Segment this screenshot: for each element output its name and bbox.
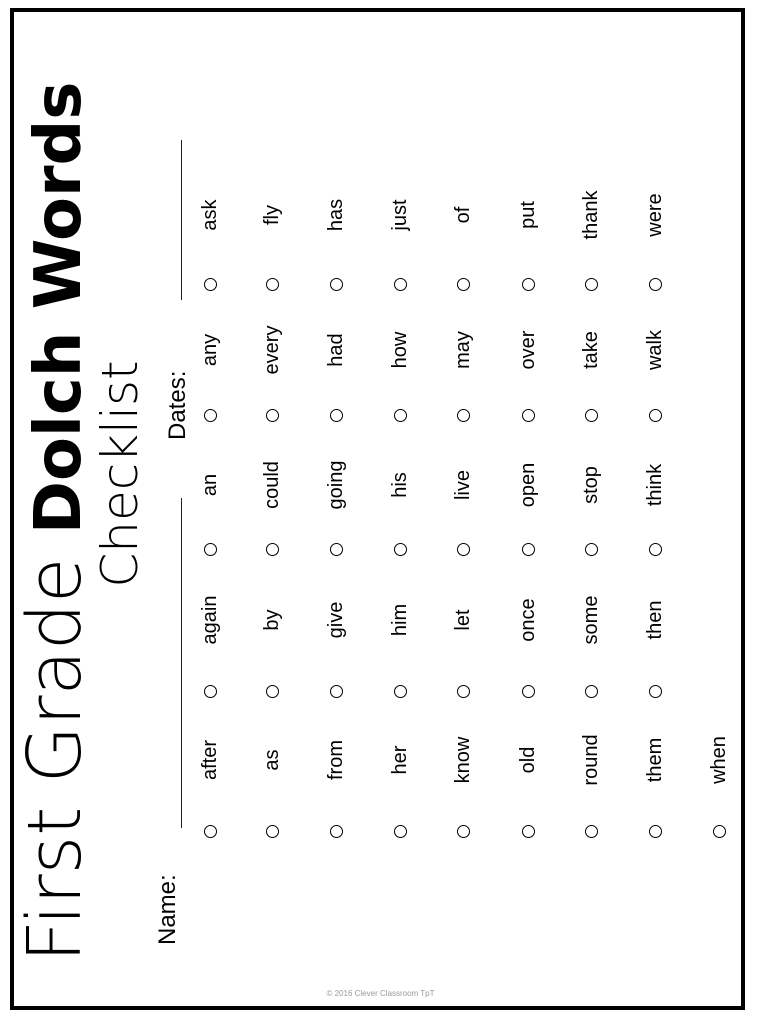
sight-word: when bbox=[708, 736, 730, 784]
dates-label: Dates: bbox=[164, 370, 191, 440]
sight-word: her bbox=[389, 745, 411, 775]
sight-word: him bbox=[389, 603, 411, 637]
sight-word: live bbox=[452, 470, 474, 501]
sight-word: stop bbox=[580, 466, 602, 504]
sight-word: take bbox=[580, 331, 602, 369]
name-label: Name: bbox=[154, 874, 181, 945]
sight-word: put bbox=[517, 201, 539, 229]
sight-word: round bbox=[580, 734, 602, 786]
sight-word: any bbox=[199, 333, 221, 367]
sight-word: just bbox=[389, 199, 411, 231]
sight-word: as bbox=[261, 749, 283, 771]
sight-word: going bbox=[325, 460, 347, 510]
sight-word: after bbox=[199, 739, 221, 781]
sight-word: then bbox=[644, 600, 666, 640]
sight-word: over bbox=[517, 330, 539, 370]
sight-word: think bbox=[644, 463, 666, 507]
sight-word: his bbox=[389, 472, 411, 498]
sight-word: fly bbox=[261, 205, 283, 225]
sight-word: how bbox=[389, 331, 411, 369]
sight-word: could bbox=[261, 461, 283, 509]
sight-word: them bbox=[644, 737, 666, 783]
sight-word: ask bbox=[199, 199, 221, 231]
sight-word: let bbox=[452, 609, 474, 631]
sight-word: from bbox=[325, 740, 347, 780]
sight-word: had bbox=[325, 333, 347, 367]
sight-word: old bbox=[517, 746, 539, 774]
sight-word: thank bbox=[580, 190, 602, 240]
sight-word: may bbox=[452, 331, 474, 369]
sight-word: some bbox=[580, 595, 602, 645]
title-first-grade: First Grade bbox=[12, 534, 98, 963]
sight-word: by bbox=[261, 609, 283, 631]
sight-word: an bbox=[199, 473, 221, 497]
sight-word: of bbox=[452, 206, 474, 224]
sight-word: once bbox=[517, 598, 539, 642]
title-dolch-words: Dolch Words bbox=[22, 81, 96, 535]
sight-word: walk bbox=[644, 330, 666, 371]
sight-word: every bbox=[261, 325, 283, 375]
sight-word: were bbox=[644, 193, 666, 237]
sight-word: give bbox=[325, 601, 347, 639]
name-line[interactable] bbox=[181, 498, 182, 828]
dates-line[interactable] bbox=[181, 140, 182, 300]
sight-word: know bbox=[452, 736, 474, 784]
copyright-footer: © 2016 Clever Classroom TpT bbox=[326, 989, 435, 998]
sight-word: again bbox=[199, 595, 221, 645]
sight-word: has bbox=[325, 198, 347, 232]
page-subtitle: Checklist bbox=[91, 360, 149, 588]
sight-word: open bbox=[517, 462, 539, 508]
